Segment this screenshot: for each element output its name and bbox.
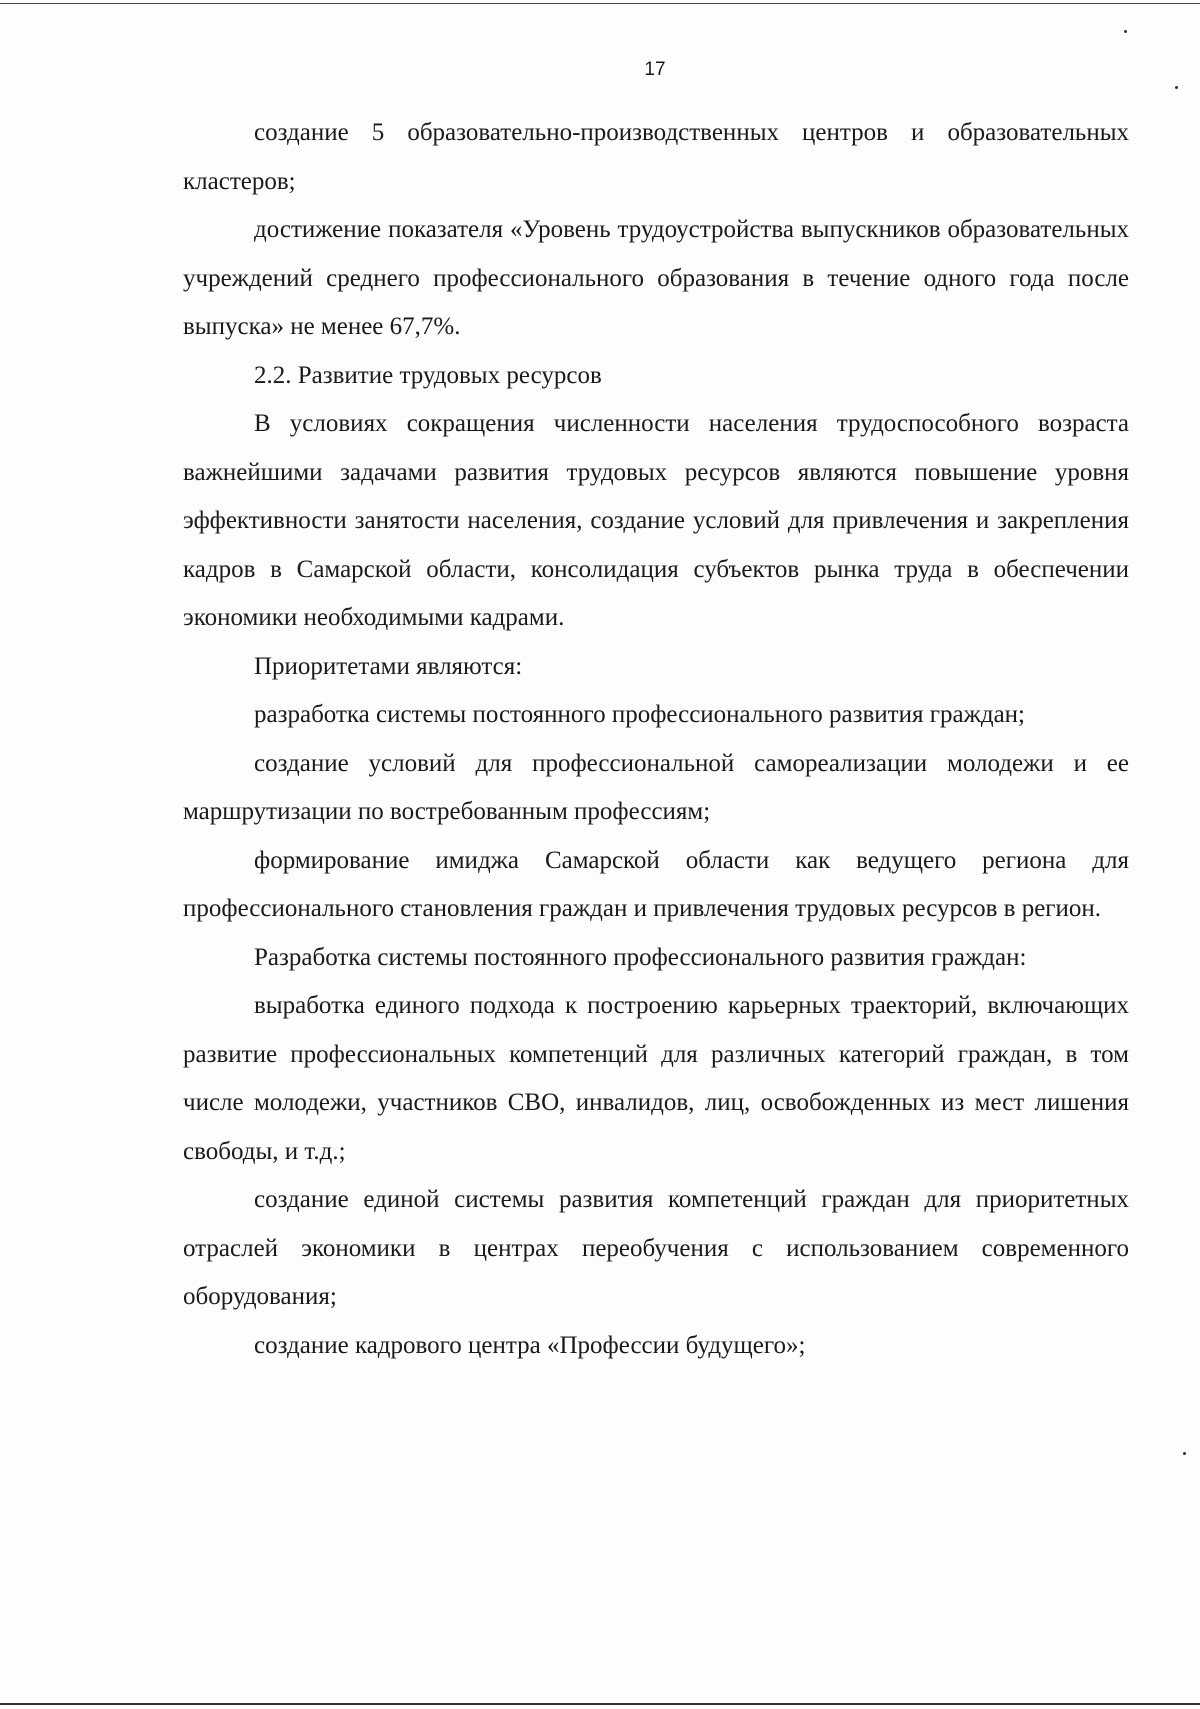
- section-heading: 2.2. Развитие трудовых ресурсов: [254, 361, 602, 389]
- paragraph-2: достижение показателя «Уровень трудоустройства выпускников образовательных учреждений среднего профессионального образования в течение одного года после выпуска» не менее 67,7%.: [183, 216, 1129, 340]
- page-number: 17: [644, 59, 666, 80]
- paragraph-5: разработка системы постоянного профессионального развития граждан;: [254, 701, 1025, 728]
- paragraph-7: формирование имиджа Самарской области как ведущего региона для профессионального становления граждан и привлечения трудовых ресурсов в регион.: [183, 846, 1129, 922]
- paragraph-4: Приоритетами являются:: [254, 652, 523, 680]
- paragraph-8: Разработка системы постоянного профессионального развития граждан:: [254, 943, 1027, 971]
- paragraph-9: выработка единого подхода к построению карьерных траекторий, включающих развитие профессиональных компетенций для различных категорий граждан, в том числе молодежи, участников СВО, инвалидов, лиц, освобожденных из мест лишения свободы, и т.д.;: [183, 992, 1129, 1165]
- scan-edge-bottom: [0, 1703, 1200, 1705]
- paragraph-6: создание условий для профессиональной самореализации молодежи и ее маршрутизации по востребованным профессиям;: [183, 749, 1129, 825]
- paragraph-1: создание 5 образовательно-производственных центров и образовательных кластеров;: [183, 119, 1129, 195]
- scan-speck: [1175, 86, 1178, 89]
- scan-edge-top: [0, 3, 1200, 4]
- scan-speck: [1124, 30, 1127, 33]
- paragraph-3: В условиях сокращения численности населения трудоспособного возраста важнейшими задачами развития трудовых ресурсов являются повышение уровня эффективности занятости населения, создание условий для привлечения и закрепления кадров в Самарской области, консолидация субъектов рынка труда в обеспечении экономики необходимыми кадрами.: [183, 410, 1129, 631]
- scan-speck: [1183, 1452, 1186, 1455]
- paragraph-11: создание кадрового центра «Профессии будущего»;: [254, 1331, 806, 1359]
- document-body: [183, 109, 1129, 1370]
- paragraph-10: создание единой системы развития компетенций граждан для приоритетных отраслей экономики в центрах переобучения с использованием современного оборудования;: [183, 1186, 1129, 1310]
